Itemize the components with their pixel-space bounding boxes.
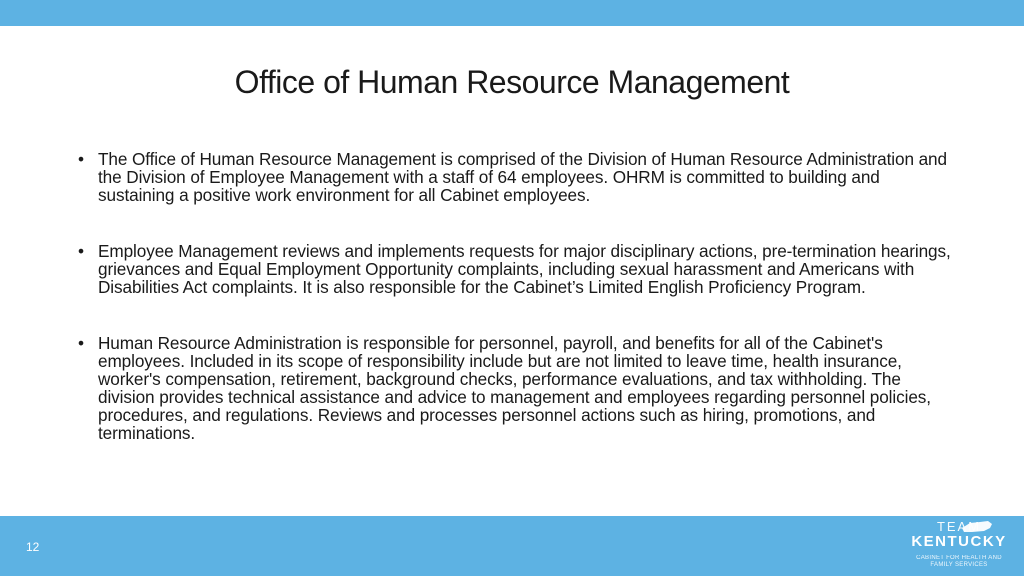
slide-title: Office of Human Resource Management	[234, 64, 790, 100]
bullet-hr-administration: • Human Resource Administration is responsible for personnel, payroll, and benefits for all of the Cabinet's employees. Included in its scope of responsibility include but are not limited to leave time, health insurance, worker's compensation, retirement, background checks, performance evaluations, and tax withholding. The division provides technical assistance and advice to management and employees regarding personnel policies, procedures, and regulations. Reviews and processes personnel actions such as hiring, promotions, and terminations.	[78, 334, 938, 442]
footer-band	[0, 516, 1024, 576]
team-kentucky-logo	[904, 520, 1014, 574]
logo-team-text: TEAM	[936, 519, 982, 534]
page-number: 12	[26, 540, 40, 554]
logo-kentucky-text: KENTUCKY	[911, 533, 1007, 550]
bullet-employee-management: • Employee Management reviews and implements requests for major disciplinary actions, pre-termination hearings, grievances and Equal Employment Opportunity complaints, including sexual harassment and Americans with Disabilities Act complaints. It is also responsible for the Cabinet’s Limited English Proficiency Program.	[78, 242, 958, 296]
bullet-list	[78, 150, 958, 480]
bullet-ohrm-overview: • The Office of Human Resource Management is comprised of the Division of Human Resource Administration and the Division of Employee Management with a staff of 64 employees. OHRM is committed to building and sustaining a positive work environment for all Cabinet employees.	[78, 150, 958, 204]
top-band	[0, 0, 1024, 26]
logo-cabinet-text: CABINET FOR HEALTH AND FAMILY SERVICES	[916, 555, 1002, 568]
